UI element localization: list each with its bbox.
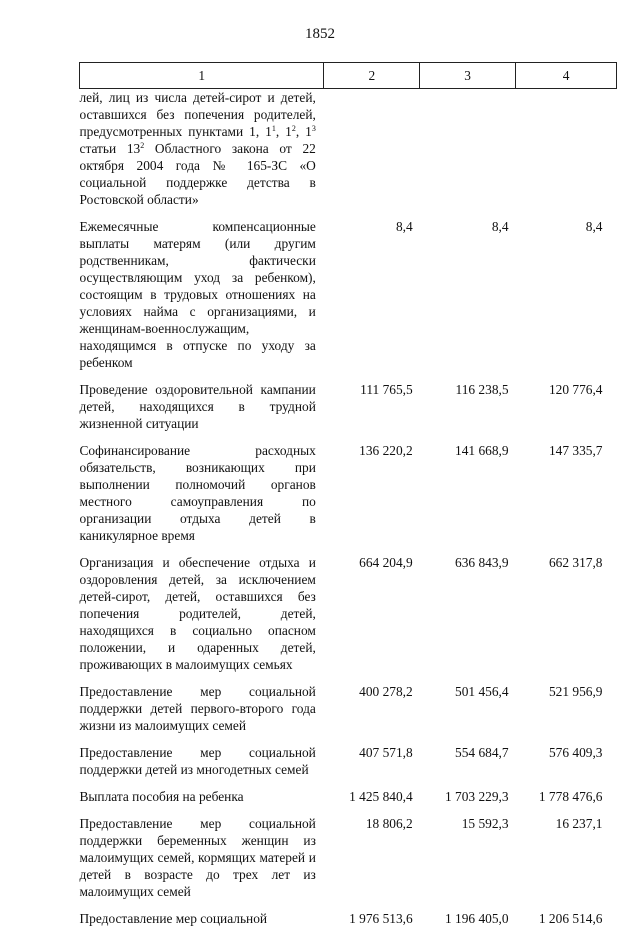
row-label: Проведение оздоровительной кампании детей, находящихся в трудной жизненной ситуации [79,382,316,431]
value-col-4: 1 206 514,6 [538,911,603,926]
budget-table [79,62,617,927]
row-label: Софинансирование расходных обязательств, возникающих при выполнении полномочий органов местного самоуправления по организации отдыха детей в каникулярное время [79,443,316,543]
value-col-3: 15 592,3 [461,816,509,831]
table-row-continuation [80,89,617,219]
value-col-2: 664 204,9 [359,555,413,570]
value-col-2: 1 976 513,6 [349,911,413,926]
row-label: Организация и обеспечение отдыха и оздоровления детей, за исключением детей-сирот, детей, оставшихся без попечения родителей, детей, находящихся в социально опасном положении, и одаренных детей, проживающих в малоимущих семьях [79,555,316,672]
row-label: Предоставление мер социальной поддержки детей из многодетных семей [79,745,316,777]
column-header-1: 1 [80,63,324,89]
value-col-3: 1 196 405,0 [444,911,509,926]
row-label: Предоставление мер социальной поддержки беременных женщин из малоимущих семей, кормящих матерей и детей в возрасте до трех лет из малоимущих семей [79,816,316,899]
value-col-4: 16 237,1 [555,816,603,831]
page-number: 1852 [305,26,335,42]
value-col-4: 120 776,4 [548,382,603,397]
value-col-4: 576 409,3 [548,745,603,760]
value-col-3: 116 238,5 [455,382,509,397]
column-header-2: 2 [324,63,420,89]
value-col-2: 111 765,5 [360,382,413,397]
row-label: Выплата пособия на ребенка [79,789,244,804]
table-row [80,910,617,927]
row-label: Предоставление мер социальной поддержки детей первого-второго года жизни из малоимущих семей [79,684,316,733]
value-col-2: 18 806,2 [365,816,413,831]
row-label-continuation: лей, лиц из числа детей-сирот и детей, оставшихся без попечения родителей, предусмотренных пунктами 1, $1^1$, $1^2$, $1^3$ статьи $13^2$ Областного закона от 22 октября 2004 года № 165-ЗС «О социальной поддержке детства в Ростовской области» [79,90,316,207]
table-row [80,744,617,788]
table-header-row [80,63,617,89]
value-col-2: 407 571,8 [359,745,413,760]
value-col-2: 136 220,2 [359,443,413,458]
table-row [80,381,617,442]
value-col-3: 501 456,4 [455,684,509,699]
table-row [80,218,617,381]
value-col-3: 554 684,7 [455,745,509,760]
value-col-2: 1 425 840,4 [349,789,413,804]
table-row [80,815,617,910]
value-col-3: 1 703 229,3 [444,789,509,804]
column-header-3: 3 [420,63,516,89]
value-col-4: 521 956,9 [548,684,603,699]
table-row [80,554,617,683]
table-row [80,788,617,815]
value-col-4: 8,4 [585,219,603,234]
row-label: Ежемесячные компенсационные выплаты матерям (или другим родственникам, фактически осуществляющим уход за ребенком), состоящим в трудовых отношениях на условиях найма с организациями, и женщинам-военнослужащим, находящимся в отпуске по уходу за ребенком [79,219,316,370]
value-col-3: 636 843,9 [455,555,509,570]
value-col-4: 662 317,8 [548,555,603,570]
value-col-4: 147 335,7 [548,443,603,458]
value-col-4: 1 778 476,6 [538,789,603,804]
row-label: Предоставление мер социальной [79,911,268,926]
value-col-2: 8,4 [395,219,413,234]
value-col-3: 141 668,9 [455,443,509,458]
table-row [80,683,617,744]
table-row [80,442,617,554]
value-col-2: 400 278,2 [359,684,413,699]
column-header-4: 4 [516,63,617,89]
value-col-3: 8,4 [491,219,509,234]
